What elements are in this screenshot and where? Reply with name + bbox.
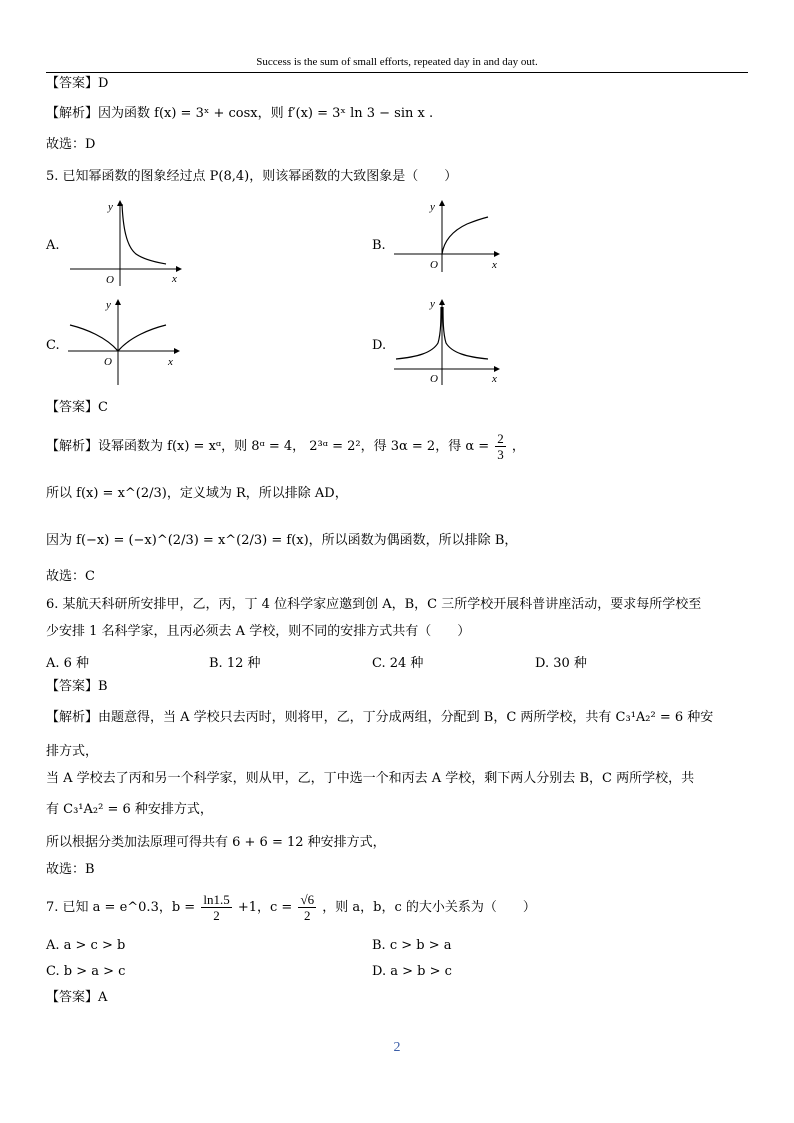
q5-analysis-1-suffix: ，: [511, 439, 525, 454]
q6-option-b: B. 12 种: [209, 656, 261, 671]
q7-c-num: √6: [300, 892, 315, 907]
q6-analysis-4: 有 C₃¹A₂² = 6 种安排方式，: [46, 802, 213, 817]
q4-conclusion: 故选：D: [46, 137, 96, 152]
q5-graph-c: [66, 295, 186, 387]
q7-c-fraction: [298, 892, 316, 923]
q5-answer: 【答案】C: [46, 400, 108, 415]
q7-option-b: B. c > b > a: [372, 938, 452, 953]
page-number: 2: [393, 1040, 401, 1055]
q5-alpha-den: 3: [497, 447, 504, 462]
q5-option-a: A.: [46, 238, 60, 253]
q5-analysis-1-prefix: 【解析】设幂函数为 f(x) = xᵅ，则 8ᵅ = 4， 2³ᵅ = 2²，得 3α = 2，得 α =: [46, 439, 490, 454]
q5-option-b: B.: [372, 238, 386, 253]
q6-option-d: D. 30 种: [535, 656, 587, 671]
q7-option-c: C. b > a > c: [46, 964, 126, 979]
q5d-y-label: y: [430, 298, 435, 310]
q5c-y-label: y: [106, 299, 111, 311]
q7-c-den: 2: [304, 908, 311, 923]
q5d-x-label: x: [492, 373, 497, 385]
q6-option-c: C. 24 种: [372, 656, 424, 671]
q5d-origin-label: O: [430, 373, 438, 385]
q5-graph-a: [66, 196, 186, 288]
q5a-x-label: x: [172, 273, 177, 285]
q7-option-a: A. a > c > b: [46, 938, 126, 953]
q5b-origin-label: O: [430, 259, 438, 271]
q5b-x-label: x: [492, 259, 497, 271]
q5-stem: 5. 已知幂函数的图象经过点 P(8,4)，则该幂函数的大致图象是（ ）: [46, 169, 458, 184]
q6-answer: 【答案】B: [46, 679, 108, 694]
q5-graph-d: [392, 293, 507, 387]
q5-graph-b: [392, 196, 507, 274]
q5-alpha-fraction: [495, 431, 506, 462]
q5c-x-label: x: [168, 356, 173, 368]
q6-option-a: A. 6 种: [46, 656, 90, 671]
q4-answer: 【答案】D: [46, 76, 109, 91]
q7-stem: [46, 890, 536, 926]
q5-analysis-1: [46, 430, 525, 464]
q5-conclusion: 故选：C: [46, 569, 95, 584]
q5-analysis-3: 因为 f(−x) = (−x)^(2/3) = x^(2/3) = f(x)，所以函数为偶函数，所以排除 B，: [46, 533, 518, 548]
q7-option-d: D. a > b > c: [372, 964, 452, 979]
q6-stem-2: 少安排 1 名科学家，且丙必须去 A 学校，则不同的安排方式共有（ ）: [46, 624, 471, 639]
q5c-origin-label: O: [104, 356, 112, 368]
q5a-y-label: y: [108, 201, 113, 213]
q6-analysis-3: 当 A 学校去了丙和另一个科学家，则从甲，乙，丁中选一个和丙去 A 学校，剩下两人分别去 B，C 两所学校，共: [46, 771, 695, 786]
q6-conclusion: 故选：B: [46, 862, 95, 877]
q7-b-num: ln1.5: [203, 892, 230, 907]
q7-stem-mid: +1，c =: [237, 900, 293, 915]
q6-analysis-1: 【解析】由题意得，当 A 学校只去丙时，则将甲，乙，丁分成两组，分配到 B，C 两所学校，共有 C₃¹A₂² = 6 种安: [46, 710, 714, 725]
q7-answer: 【答案】A: [46, 990, 108, 1005]
q6-analysis-5: 所以根据分类加法原理可得共有 6 + 6 = 12 种安排方式，: [46, 835, 386, 850]
q6-stem-1: 6. 某航天科研所安排甲，乙，丙，丁 4 位科学家应邀到创 A，B，C 三所学校开展科普讲座活动，要求每所学校至: [46, 597, 702, 612]
header-divider: [46, 72, 748, 73]
q7-b-fraction: [201, 892, 231, 923]
q7-b-den: 2: [213, 908, 220, 923]
q7-stem-suffix: ，则 a，b，c 的大小关系为（ ）: [322, 900, 536, 915]
q5-option-c: C.: [46, 338, 60, 353]
q5a-origin-label: O: [106, 274, 114, 286]
page-header-motto: Success is the sum of small efforts, repeated day in and day out.: [256, 56, 538, 68]
q5-analysis-2: 所以 f(x) = x^(2/3)，定义域为 R，所以排除 AD，: [46, 486, 348, 501]
q5-alpha-num: 2: [497, 431, 504, 446]
q5b-y-label: y: [430, 201, 435, 213]
q6-analysis-2: 排方式，: [46, 744, 99, 759]
q5-option-d: D.: [372, 338, 387, 353]
q4-analysis: 【解析】因为函数 f(x) = 3ˣ + cosx，则 f′(x) = 3ˣ ln 3 − sin x .: [46, 106, 434, 121]
q7-stem-prefix: 7. 已知 a = e^0.3，b =: [46, 900, 196, 915]
